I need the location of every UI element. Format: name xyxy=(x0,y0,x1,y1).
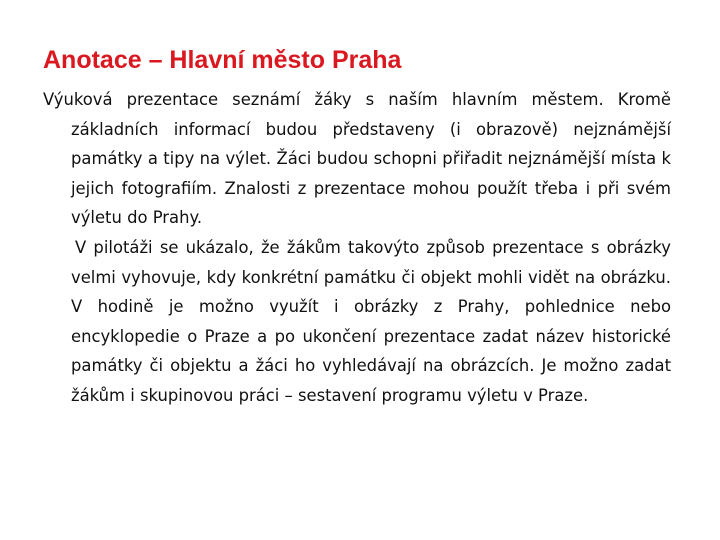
slide-title: Anotace – Hlavní město Praha xyxy=(43,46,402,74)
body-paragraph-2: V pilotáži se ukázalo, že žákům takovýto způsob prezentace s obrázky velmi vyhovuje, kdy konkrétní památku či objekt mohli vidět na obrázku. V hodině je možno využít i obrázky z Prahy, pohlednice nebo encyklopedie o Praze a po ukončení prezentace zadat název historické památky či objektu a žáci ho vyhledávají na obrázcích. Je možno zadat žákům i skupinovou práci – sestavení programu výletu v Praze. xyxy=(71,237,671,405)
slide-body xyxy=(43,85,671,411)
body-paragraph-1: Výuková prezentace seznámí žáky s naším hlavním městem. Kromě základních informací budou představeny (i obrazově) nejznámější památky a tipy na výlet. Žáci budou schopni přiřadit nejznámější místa k jejich fotografiím. Znalosti z prezentace mohou použít třeba i při svém výletu do Prahy. xyxy=(43,90,671,228)
